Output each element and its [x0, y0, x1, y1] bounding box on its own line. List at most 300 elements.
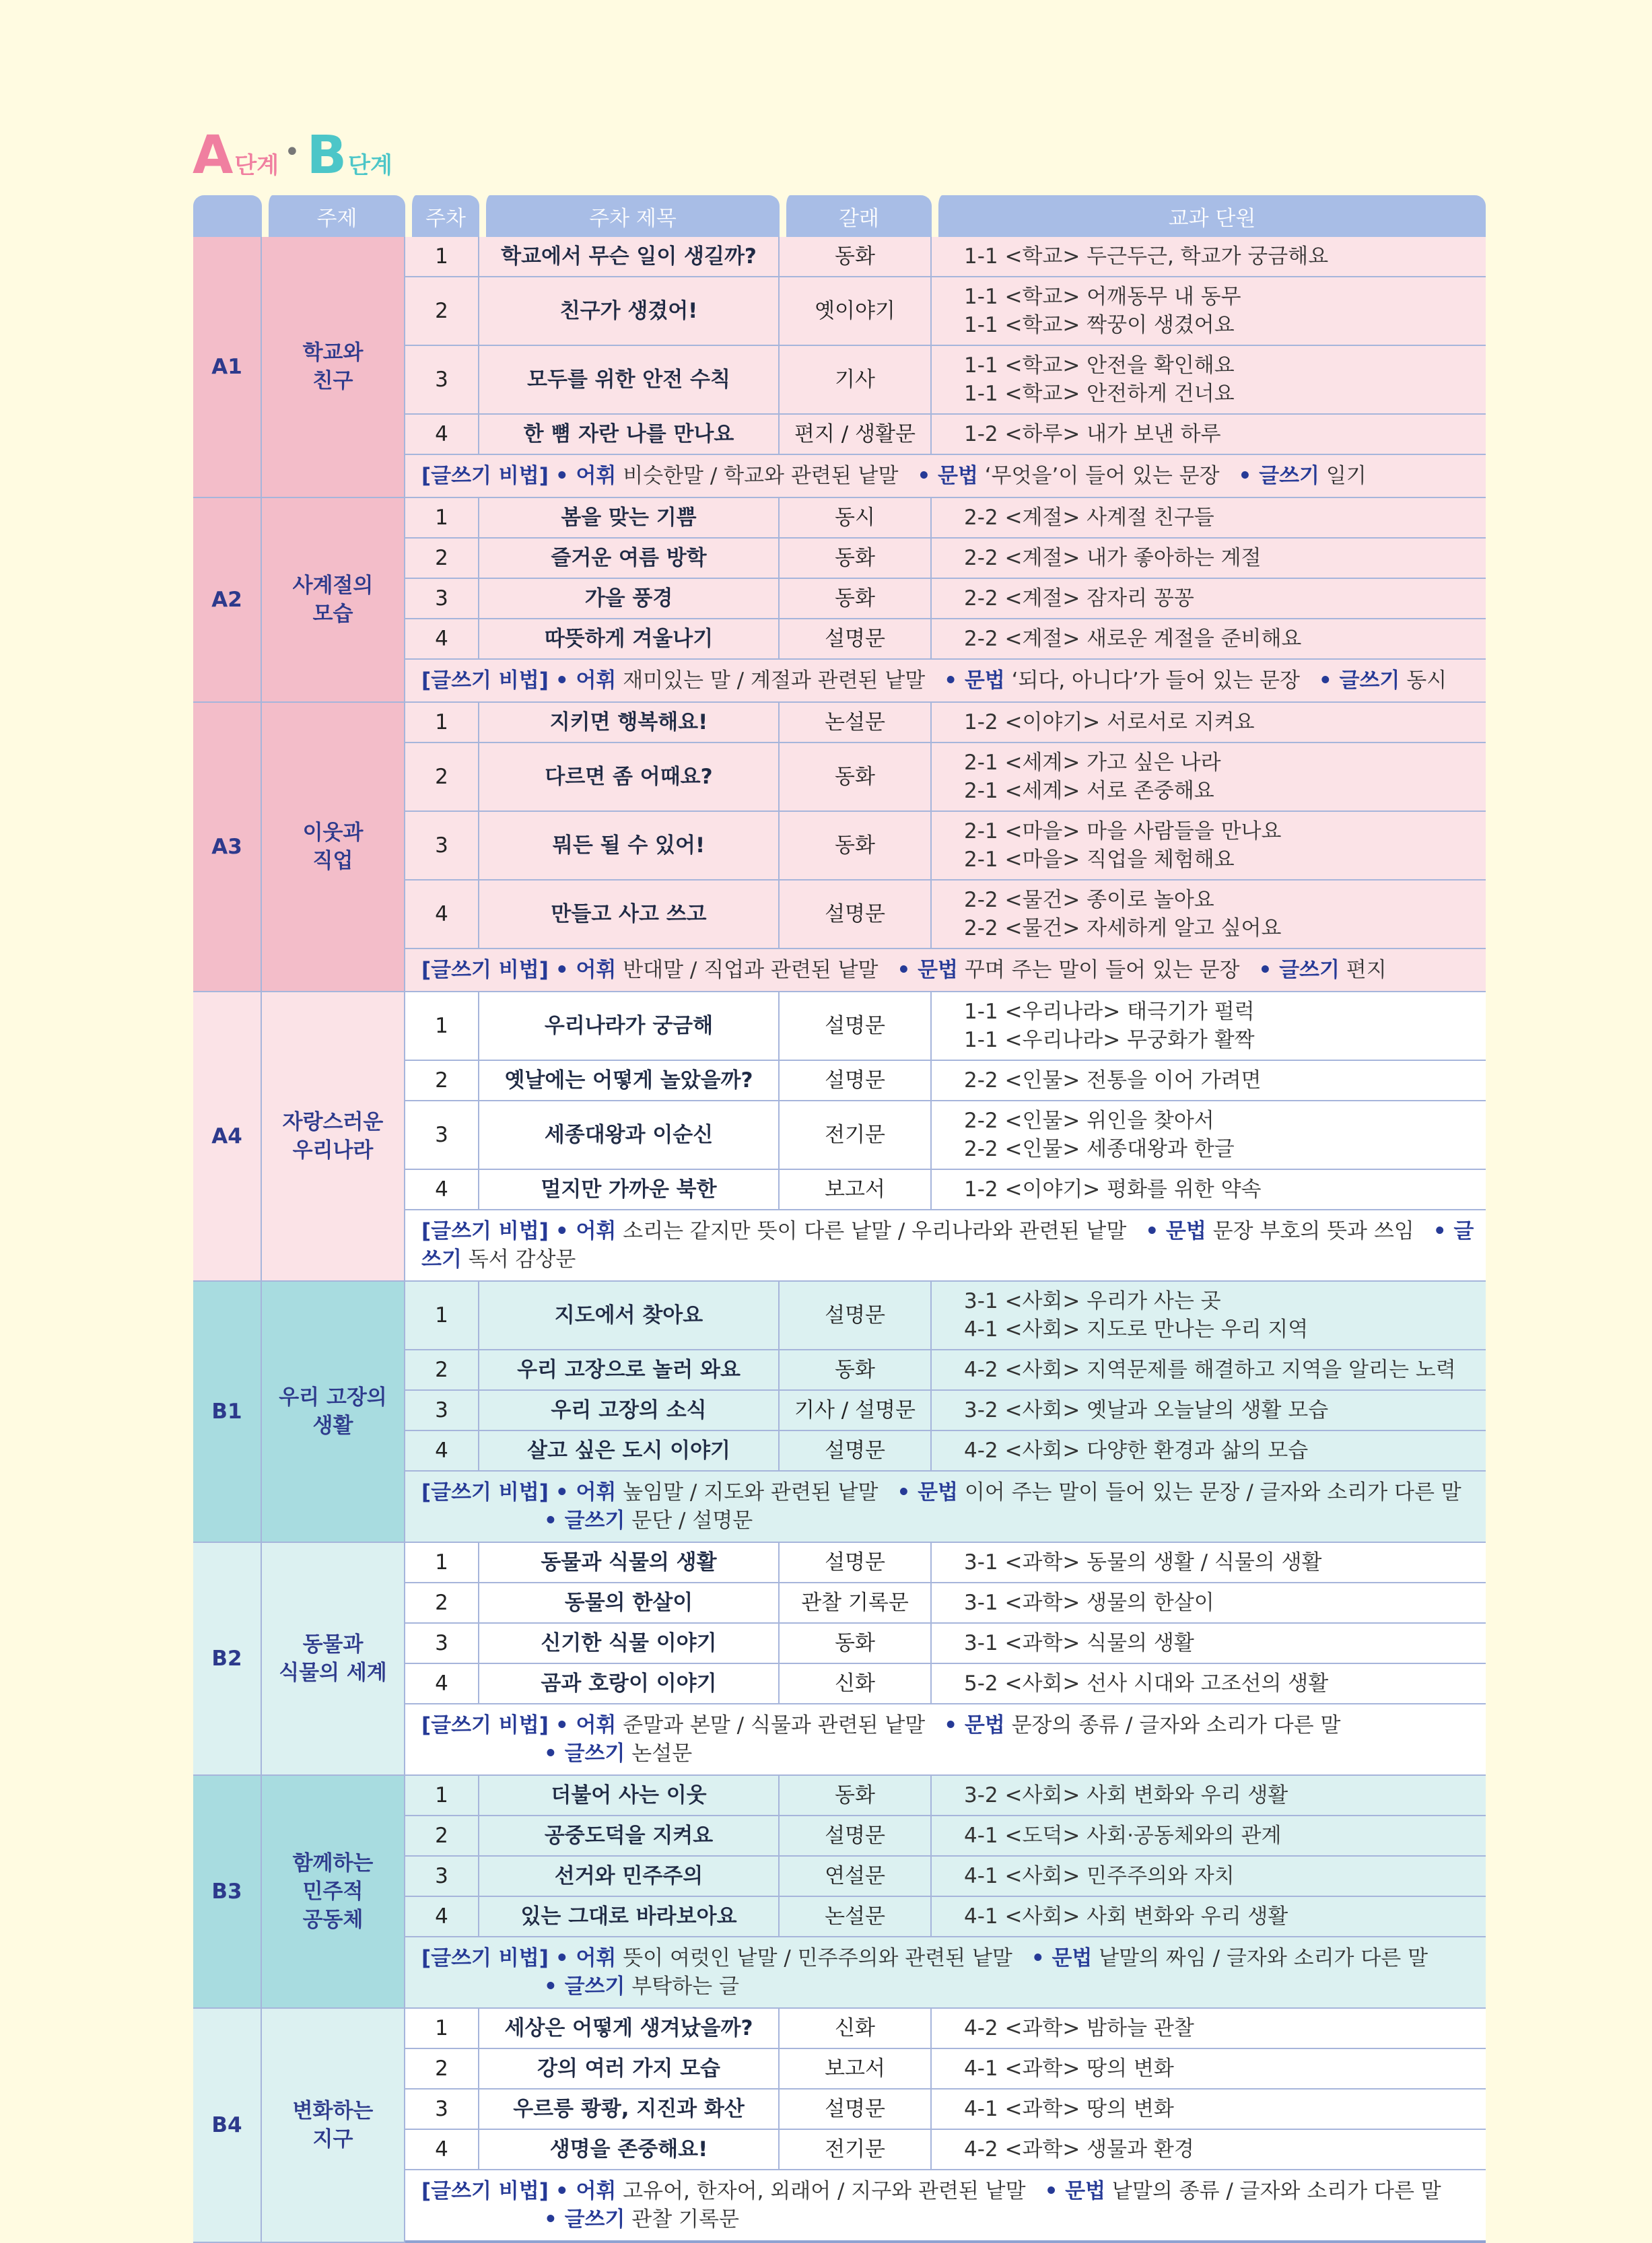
secret-item: [1045, 2179, 1441, 2203]
curriculum-unit-line: 1-1 <학교> 어깨동무 내 동무: [964, 285, 1241, 309]
unit-code: B2: [193, 1543, 262, 1776]
week-number: 3: [405, 1624, 479, 1664]
unit-theme: [262, 1776, 405, 2009]
week-curriculum-unit: [932, 1624, 1486, 1664]
week-curriculum-unit: [932, 539, 1486, 579]
unit-theme: [262, 703, 405, 992]
writing-secret: [405, 2170, 1486, 2243]
week-genre: 동화: [780, 237, 932, 277]
secret-keyword: • 문법: [917, 464, 978, 488]
week-title: 강의 여러 가지 모습: [479, 2049, 780, 2090]
week-title: 생명을 존중해요!: [479, 2130, 780, 2170]
secret-text: ‘되다, 아니다’가 들어 있는 문장: [1004, 668, 1300, 693]
header-code: [193, 195, 262, 237]
week-number: 2: [405, 277, 479, 346]
week-title: 옛날에는 어떻게 놀았을까?: [479, 1061, 780, 1101]
theme-line: 공동체: [302, 1908, 364, 1932]
secret-item: [944, 668, 1300, 693]
week-title: 봄을 맞는 기쁨: [479, 498, 780, 539]
week-curriculum-unit: [932, 2009, 1486, 2049]
week-title: 우리 고장의 소식: [479, 1391, 780, 1431]
secret-label: [글쓰기 비법]: [421, 1219, 549, 1243]
week-genre: 연설문: [780, 1857, 932, 1897]
week-curriculum-unit: [932, 992, 1486, 1061]
curriculum-unit-line: 4-1 <과학> 땅의 변화: [964, 2057, 1174, 2081]
week-title: 곰과 호랑이 이야기: [479, 1664, 780, 1704]
secret-text: 고유어, 한자어, 외래어 / 지구와 관련된 낱말: [616, 2179, 1026, 2203]
secret-line: [421, 666, 1476, 695]
week-number: 1: [405, 1776, 479, 1816]
week-genre: 관찰 기록문: [780, 1583, 932, 1624]
secret-text: 문장 부호의 뜻과 쓰임: [1206, 1219, 1414, 1243]
secret-label: [글쓰기 비법]: [421, 2179, 549, 2203]
header-unit: 교과 단원: [932, 195, 1486, 237]
secret-item: [555, 668, 925, 693]
secret-text: 편지: [1339, 958, 1387, 982]
writing-secret: [405, 1210, 1486, 1282]
secret-item: [897, 1480, 1461, 1505]
curriculum-unit-line: 2-2 <계절> 잠자리 꽁꽁: [964, 586, 1194, 611]
theme-line: 사계절의: [292, 574, 374, 598]
writing-secret: [405, 1472, 1486, 1543]
header-genre: 갈래: [780, 195, 932, 237]
secret-keyword: • 문법: [1145, 1219, 1206, 1243]
curriculum-unit-line: 5-2 <사회> 선사 시대와 고조선의 생활: [964, 1671, 1329, 1696]
secret-item: [555, 464, 899, 488]
week-number: 1: [405, 498, 479, 539]
week-number: 4: [405, 1431, 479, 1472]
curriculum-unit-line: 1-2 <이야기> 서로서로 지켜요: [964, 710, 1255, 734]
logo-a-suffix: 단계: [234, 152, 279, 179]
week-number: 2: [405, 1350, 479, 1391]
secret-keyword: • 글쓰기: [421, 1219, 1474, 1272]
curriculum-unit-line: 4-2 <과학> 밤하늘 관찰: [964, 2016, 1194, 2040]
week-curriculum-unit: [932, 881, 1486, 949]
secret-item: [555, 2179, 1026, 2203]
secret-keyword: • 글쓰기: [544, 1741, 625, 1766]
secret-keyword: • 어휘: [555, 1713, 617, 1737]
table-body: [193, 237, 1486, 2243]
header-title: 주차 제목: [479, 195, 780, 237]
secret-keyword: • 문법: [897, 1480, 958, 1505]
secret-text: 낱말의 짜임 / 글자와 소리가 다른 말: [1092, 1946, 1429, 1970]
week-number: 4: [405, 881, 479, 949]
curriculum-unit-line: 1-1 <우리나라> 무궁화가 활짝: [964, 1028, 1255, 1052]
logo-b-suffix: 단계: [348, 152, 392, 179]
curriculum-unit-line: 2-2 <계절> 새로운 계절을 준비해요: [964, 627, 1302, 651]
secret-text: 소리는 같지만 뜻이 다른 낱말 / 우리나라와 관련된 낱말: [616, 1219, 1127, 1243]
week-genre: 전기문: [780, 2130, 932, 2170]
week-title: 우리 고장으로 놀러 와요: [479, 1350, 780, 1391]
theme-line: 모습: [312, 602, 353, 626]
secret-text: 관찰 기록문: [625, 2207, 739, 2232]
secret-keyword: • 어휘: [555, 668, 617, 693]
theme-line: 민주적: [302, 1879, 364, 1904]
secret-item: [555, 1713, 925, 1737]
week-number: 3: [405, 579, 479, 619]
secret-item: [555, 1480, 879, 1505]
week-title: 우르릉 쾅쾅, 지진과 화산: [479, 2090, 780, 2130]
week-curriculum-unit: [932, 2090, 1486, 2130]
secret-text: 낱말의 종류 / 글자와 소리가 다른 말: [1105, 2179, 1441, 2203]
secret-line: [421, 462, 1476, 490]
secret-keyword: • 글쓰기: [544, 2207, 625, 2232]
secret-keyword: • 글쓰기: [1318, 668, 1400, 693]
secret-line: [421, 956, 1476, 984]
week-genre: 편지 / 생활문: [780, 415, 932, 455]
secret-text: 동시: [1400, 668, 1447, 693]
secret-item: [917, 464, 1219, 488]
curriculum-unit-line: 4-2 <사회> 다양한 환경과 삶의 모습: [964, 1439, 1309, 1463]
week-genre: 논설문: [780, 1897, 932, 1937]
curriculum-unit-line: 2-1 <마을> 마을 사람들을 만나요: [964, 819, 1282, 843]
week-genre: 설명문: [780, 1061, 932, 1101]
week-genre: 설명문: [780, 1431, 932, 1472]
curriculum-unit-line: 2-2 <물건> 자세하게 알고 싶어요: [964, 916, 1282, 940]
writing-secret: [405, 1704, 1486, 1776]
secret-line: [421, 1478, 1476, 1507]
week-title: 지키면 행복해요!: [479, 703, 780, 743]
week-genre: 동화: [780, 1350, 932, 1391]
curriculum-unit-line: 2-2 <인물> 위인을 찾아서: [964, 1109, 1214, 1133]
curriculum-unit-line: 4-2 <과학> 생물과 환경: [964, 2137, 1194, 2162]
secret-keyword: • 어휘: [555, 958, 617, 982]
week-title: 지도에서 찾아요: [479, 1282, 780, 1350]
week-number: 4: [405, 619, 479, 660]
week-curriculum-unit: [932, 743, 1486, 812]
week-row: [193, 498, 1486, 539]
secret-line: [421, 1972, 1476, 2001]
theme-line: 변화하는: [292, 2099, 374, 2123]
week-title: 신기한 식물 이야기: [479, 1624, 780, 1664]
week-genre: 동화: [780, 812, 932, 881]
unit-theme: [262, 1282, 405, 1543]
curriculum-unit-line: 3-2 <사회> 사회 변화와 우리 생활: [964, 1783, 1288, 1807]
week-row: [193, 992, 1486, 1061]
week-curriculum-unit: [932, 2049, 1486, 2090]
week-genre: 신화: [780, 1664, 932, 1704]
secret-item: [555, 1219, 1126, 1243]
table-header-row: [193, 195, 1486, 237]
secret-label: [글쓰기 비법]: [421, 668, 549, 693]
week-curriculum-unit: [932, 1431, 1486, 1472]
curriculum-unit-line: 1-1 <학교> 두근두근, 학교가 궁금해요: [964, 244, 1329, 269]
curriculum-unit-line: 4-1 <사회> 지도로 만나는 우리 지역: [964, 1317, 1309, 1342]
secret-keyword: • 어휘: [555, 1480, 617, 1505]
week-curriculum-unit: [932, 1583, 1486, 1624]
week-curriculum-unit: [932, 1350, 1486, 1391]
week-genre: 전기문: [780, 1101, 932, 1170]
week-curriculum-unit: [932, 1897, 1486, 1937]
writing-secret: [405, 1937, 1486, 2009]
secret-keyword: • 어휘: [555, 464, 617, 488]
week-title: 세종대왕과 이순신: [479, 1101, 780, 1170]
secret-text: 반대말 / 직업과 관련된 낱말: [616, 958, 879, 982]
theme-line: 생활: [312, 1414, 353, 1438]
week-curriculum-unit: [932, 2130, 1486, 2170]
week-row: [193, 1282, 1486, 1350]
week-title: 뭐든 될 수 있어!: [479, 812, 780, 881]
week-genre: 보고서: [780, 1170, 932, 1210]
week-number: 4: [405, 1170, 479, 1210]
curriculum-unit-line: 2-2 <인물> 세종대왕과 한글: [964, 1137, 1235, 1161]
curriculum-unit-line: 4-1 <사회> 민주주의와 자치: [964, 1864, 1235, 1888]
secret-item: [1258, 958, 1386, 982]
secret-text: 꾸며 주는 말이 들어 있는 문장: [957, 958, 1240, 982]
secret-text: 뜻이 여럿인 낱말 / 민주주의와 관련된 낱말: [616, 1946, 1012, 1970]
secret-label: [글쓰기 비법]: [421, 958, 549, 982]
secret-keyword: • 어휘: [555, 1219, 617, 1243]
secret-item: [1319, 668, 1447, 693]
curriculum-unit-line: 2-2 <물건> 종이로 놀아요: [964, 888, 1214, 912]
week-curriculum-unit: [932, 1101, 1486, 1170]
week-number: 4: [405, 1664, 479, 1704]
writing-secret: [405, 455, 1486, 498]
week-number: 3: [405, 2090, 479, 2130]
secret-keyword: • 문법: [1044, 2179, 1106, 2203]
header-theme: 주제: [262, 195, 405, 237]
week-title: 친구가 생겼어!: [479, 277, 780, 346]
theme-line: 직업: [312, 849, 353, 873]
week-genre: 설명문: [780, 2090, 932, 2130]
week-title: 더불어 사는 이웃: [479, 1776, 780, 1816]
curriculum-unit-line: 2-1 <세계> 서로 존중해요: [964, 779, 1214, 803]
week-number: 1: [405, 992, 479, 1061]
secret-text: 문단 / 설명문: [625, 1509, 753, 1533]
curriculum-unit-line: 3-1 <과학> 식물의 생활: [964, 1631, 1194, 1655]
secret-label: [글쓰기 비법]: [421, 1480, 549, 1505]
week-title: 우리나라가 궁금해: [479, 992, 780, 1061]
curriculum-unit-line: 3-1 <과학> 동물의 생활 / 식물의 생활: [964, 1550, 1322, 1575]
curriculum-unit-line: 3-1 <사회> 우리가 사는 곳: [964, 1289, 1221, 1313]
week-number: 3: [405, 1857, 479, 1897]
week-curriculum-unit: [932, 1776, 1486, 1816]
week-number: 3: [405, 812, 479, 881]
theme-line: 지구: [312, 2127, 353, 2151]
theme-line: 우리나라: [292, 1138, 374, 1163]
week-curriculum-unit: [932, 1816, 1486, 1857]
secret-keyword: • 글쓰기: [544, 1974, 625, 1999]
secret-text: 비슷한말 / 학교와 관련된 낱말: [616, 464, 899, 488]
week-curriculum-unit: [932, 579, 1486, 619]
secret-label: [글쓰기 비법]: [421, 464, 549, 488]
week-number: 2: [405, 1816, 479, 1857]
week-title: 선거와 민주주의: [479, 1857, 780, 1897]
week-genre: 설명문: [780, 992, 932, 1061]
unit-code: A4: [193, 992, 262, 1282]
week-genre: 동화: [780, 1776, 932, 1816]
week-number: 1: [405, 1543, 479, 1583]
secret-line: [421, 1739, 1476, 1768]
week-title: 한 뼘 자란 나를 만나요: [479, 415, 780, 455]
week-number: 2: [405, 2049, 479, 2090]
secret-item: [897, 958, 1239, 982]
week-genre: 설명문: [780, 1543, 932, 1583]
week-title: 즐거운 여름 방학: [479, 539, 780, 579]
week-number: 1: [405, 2009, 479, 2049]
week-genre: 동화: [780, 539, 932, 579]
week-curriculum-unit: [932, 1664, 1486, 1704]
week-number: 1: [405, 1282, 479, 1350]
curriculum-unit-line: 2-1 <세계> 가고 싶은 나라: [964, 751, 1221, 775]
secret-item: [1145, 1219, 1414, 1243]
unit-theme: [262, 2009, 405, 2243]
stage-logo: [193, 121, 392, 186]
week-genre: 신화: [780, 2009, 932, 2049]
week-number: 4: [405, 2130, 479, 2170]
unit-theme: [262, 1543, 405, 1776]
curriculum-unit-line: 4-2 <사회> 지역문제를 해결하고 지역을 알리는 노력: [964, 1358, 1456, 1382]
theme-line: 함께하는: [292, 1851, 374, 1875]
week-curriculum-unit: [932, 1857, 1486, 1897]
week-row: [193, 703, 1486, 743]
curriculum-table: [193, 195, 1486, 2243]
week-genre: 설명문: [780, 881, 932, 949]
unit-code: B1: [193, 1282, 262, 1543]
week-curriculum-unit: [932, 1282, 1486, 1350]
curriculum-unit-line: 4-1 <사회> 사회 변화와 우리 생활: [964, 1904, 1288, 1929]
writing-secret: [405, 660, 1486, 703]
secret-text: 높임말 / 지도와 관련된 낱말: [616, 1480, 879, 1505]
unit-theme: [262, 237, 405, 498]
writing-secret: [405, 949, 1486, 992]
unit-code: A1: [193, 237, 262, 498]
unit-theme: [262, 498, 405, 703]
week-number: 2: [405, 1583, 479, 1624]
unit-code: A2: [193, 498, 262, 703]
secret-text: ‘무엇을’이 들어 있는 문장: [977, 464, 1220, 488]
week-title: 살고 싶은 도시 이야기: [479, 1431, 780, 1472]
curriculum-unit-line: 1-1 <학교> 짝꿍이 생겼어요: [964, 313, 1235, 337]
week-curriculum-unit: [932, 277, 1486, 346]
header-week: 주차: [405, 195, 479, 237]
week-number: 3: [405, 346, 479, 415]
week-title: 동물과 식물의 생활: [479, 1543, 780, 1583]
logo-b-letter: B: [306, 125, 347, 186]
unit-code: A3: [193, 703, 262, 992]
week-number: 2: [405, 743, 479, 812]
curriculum-unit-line: 2-2 <인물> 전통을 이어 가려면: [964, 1068, 1262, 1093]
week-genre: 설명문: [780, 1816, 932, 1857]
curriculum-unit-line: 2-2 <계절> 사계절 친구들: [964, 506, 1214, 530]
secret-label: [글쓰기 비법]: [421, 1713, 549, 1737]
week-number: 4: [405, 415, 479, 455]
week-row: [193, 1776, 1486, 1816]
curriculum-unit-line: 4-1 <과학> 땅의 변화: [964, 2097, 1174, 2121]
week-curriculum-unit: [932, 415, 1486, 455]
secret-text: 논설문: [625, 1741, 693, 1766]
curriculum-unit-line: 3-1 <과학> 생물의 한살이: [964, 1591, 1214, 1615]
secret-keyword: • 문법: [1031, 1946, 1093, 1970]
secret-item: [555, 958, 879, 982]
theme-line: 자랑스러운: [282, 1110, 384, 1134]
curriculum-unit-line: 1-2 <이야기> 평화를 위한 약속: [964, 1177, 1262, 1202]
theme-line: 이웃과: [302, 821, 364, 845]
week-row: [193, 2009, 1486, 2049]
week-curriculum-unit: [932, 346, 1486, 415]
secret-text: 일기: [1319, 464, 1367, 488]
secret-text: 독서 감상문: [461, 1247, 576, 1272]
week-genre: 동시: [780, 498, 932, 539]
secret-line: [421, 1507, 1476, 1535]
secret-keyword: • 글쓰기: [1238, 464, 1319, 488]
theme-line: 동물과: [302, 1632, 364, 1657]
week-curriculum-unit: [932, 703, 1486, 743]
secret-keyword: • 어휘: [555, 1946, 617, 1970]
curriculum-unit-line: 3-2 <사회> 옛날과 오늘날의 생활 모습: [964, 1398, 1329, 1422]
week-title: 있는 그대로 바라보아요: [479, 1897, 780, 1937]
week-genre: 동화: [780, 579, 932, 619]
week-curriculum-unit: [932, 1391, 1486, 1431]
week-title: 만들고 사고 쓰고: [479, 881, 780, 949]
secret-line: [421, 1711, 1476, 1739]
week-title: 가을 풍경: [479, 579, 780, 619]
week-curriculum-unit: [932, 237, 1486, 277]
week-title: 세상은 어떻게 생겨났을까?: [479, 2009, 780, 2049]
week-curriculum-unit: [932, 812, 1486, 881]
week-title: 공중도덕을 지켜요: [479, 1816, 780, 1857]
secret-line: [421, 1944, 1476, 1972]
secret-keyword: • 글쓰기: [544, 1509, 625, 1533]
week-genre: 기사 / 설명문: [780, 1391, 932, 1431]
week-genre: 옛이야기: [780, 277, 932, 346]
week-number: 4: [405, 1897, 479, 1937]
secret-line: [421, 2177, 1476, 2205]
secret-text: 부탁하는 글: [625, 1974, 739, 1999]
week-number: 2: [405, 1061, 479, 1101]
week-title: 모두를 위한 안전 수칙: [479, 346, 780, 415]
curriculum-unit-line: 2-2 <계절> 내가 좋아하는 계절: [964, 546, 1262, 570]
week-number: 3: [405, 1101, 479, 1170]
week-genre: 설명문: [780, 619, 932, 660]
week-genre: 동화: [780, 743, 932, 812]
secret-text: 준말과 본말 / 식물과 관련된 낱말: [616, 1713, 926, 1737]
week-curriculum-unit: [932, 1170, 1486, 1210]
secret-label: [글쓰기 비법]: [421, 1946, 549, 1970]
week-title: 멀지만 가까운 북한: [479, 1170, 780, 1210]
curriculum-unit-line: 1-1 <학교> 안전하게 건너요: [964, 382, 1235, 406]
theme-line: 식물의 세계: [279, 1661, 387, 1685]
secret-line: [421, 2205, 1476, 2234]
secret-text: 이어 주는 말이 들어 있는 문장 / 글자와 소리가 다른 말: [957, 1480, 1461, 1505]
secret-text: 문장의 종류 / 글자와 소리가 다른 말: [1004, 1713, 1341, 1737]
week-number: 1: [405, 237, 479, 277]
curriculum-unit-line: 1-2 <하루> 내가 보낸 하루: [964, 422, 1221, 446]
week-curriculum-unit: [932, 498, 1486, 539]
secret-keyword: • 문법: [897, 958, 958, 982]
week-number: 1: [405, 703, 479, 743]
week-curriculum-unit: [932, 619, 1486, 660]
unit-code: B3: [193, 1776, 262, 2009]
week-title: 동물의 한살이: [479, 1583, 780, 1624]
week-genre: 기사: [780, 346, 932, 415]
week-genre: 논설문: [780, 703, 932, 743]
week-title: 학교에서 무슨 일이 생길까?: [479, 237, 780, 277]
theme-line: 우리 고장의: [279, 1385, 387, 1410]
week-number: 3: [405, 1391, 479, 1431]
theme-line: 친구: [312, 369, 353, 393]
secret-text: 재미있는 말 / 계절과 관련된 낱말: [616, 668, 926, 693]
week-curriculum-unit: [932, 1543, 1486, 1583]
secret-item: [1031, 1946, 1428, 1970]
week-title: 다르면 좀 어때요?: [479, 743, 780, 812]
unit-theme: [262, 992, 405, 1282]
logo-a-letter: A: [193, 125, 234, 186]
theme-line: 학교와: [302, 341, 364, 365]
secret-item: [1239, 464, 1367, 488]
week-genre: 보고서: [780, 2049, 932, 2090]
secret-keyword: • 글쓰기: [1258, 958, 1340, 982]
